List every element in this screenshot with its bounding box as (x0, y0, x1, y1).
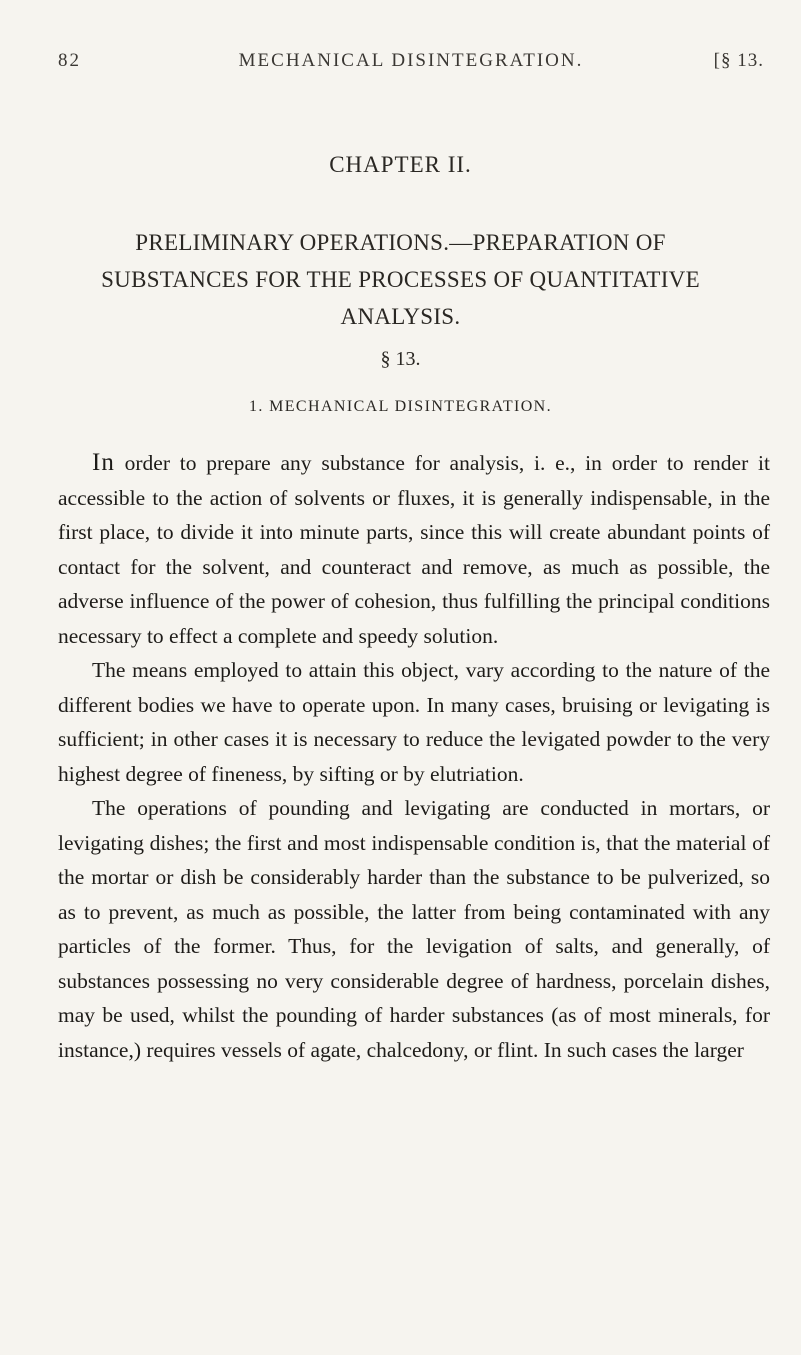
section-heading: 1. MECHANICAL DISINTEGRATION. (248, 398, 553, 415)
running-head (58, 50, 764, 80)
paragraph-2: The means employed to attain this object, vary according to the nature of the different bodies we have to operate upon. In many cases, bruising or levigating is sufficient; in other cases it is necessary to reduce the levigated powder to the very highest degree of fineness, by sifting or by elutriation. (58, 658, 770, 786)
paragraph-1-text: order to prepare any substance for analysis, i. e., in order to render it accessible to the action of solvents or fluxes, it is generally indispensable, in the first place, to divide it into minute parts, since this will create abundant points of contact for the solvent, and counteract and remove, as much as possible, the adverse influence of the power of cohesion, thus fulfilling the principal conditions necessary to effect a complete and speedy solution. (58, 451, 770, 648)
chapter-subtitle: PRELIMINARY OPERATIONS.—PREPARATION OF SUBSTANCES FOR THE PROCESSES OF QUANTITATIVE ANALYSIS. (101, 230, 700, 329)
chapter-title: CHAPTER II. (329, 152, 472, 177)
running-title: MECHANICAL DISINTEGRATION. (238, 50, 584, 71)
running-section-ref: [§ 13. (713, 50, 764, 71)
section-mark: § 13. (380, 348, 421, 370)
paragraph-1 (58, 446, 770, 653)
paragraph-1-lead: In (92, 449, 115, 476)
page-number: 82 (58, 50, 81, 71)
body-text (58, 446, 770, 1067)
paragraph-3: The operations of pounding and levigating are conducted in mortars, or levigating dishes; the first and most indispensable condition is, that the material of the mortar or dish be considerably harder than the substance to be pulverized, so as to prevent, as much as possible, the latter from being contaminated with any particles of the former. Thus, for the levigation of salts, and generally, of substances possessing no very considerable degree of hardness, porcelain dishes, may be used, whilst the pounding of harder substances (as of most minerals, for instance,) requires vessels of agate, chalcedony, or flint. In such cases the larger (58, 796, 770, 1062)
